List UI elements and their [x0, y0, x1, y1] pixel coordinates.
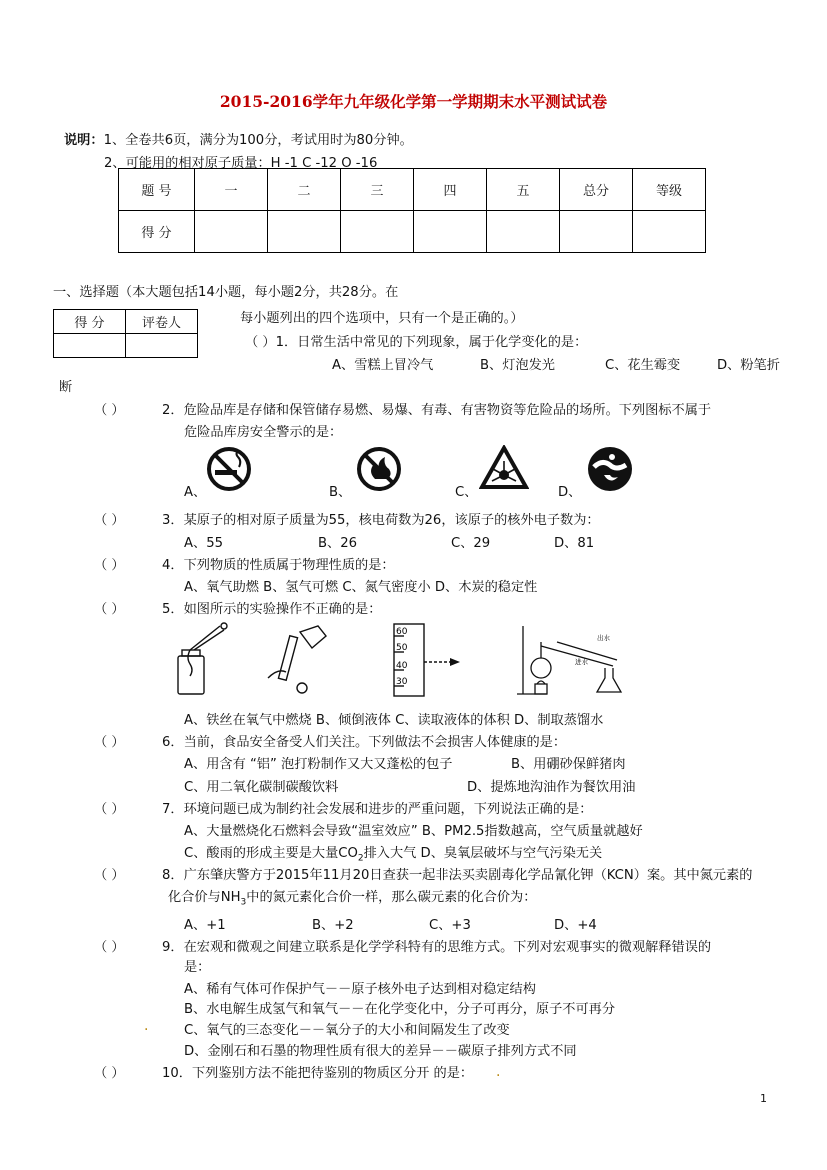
question-7-stem: 7．环境问题已成为制约社会发展和进步的严重问题，下列说法正确的是： — [162, 802, 593, 817]
score-cell — [633, 211, 706, 253]
score-header-cell: 等级 — [633, 169, 706, 211]
question-8-stem-cont — [168, 886, 536, 908]
q1-option-d: D、粉笔折 — [717, 358, 780, 373]
iron-wire-burning-illustration — [170, 622, 232, 698]
question-5-stem: 5．如图所示的实验操作不正确的是： — [162, 602, 382, 617]
q7-subscript: 2 — [357, 853, 364, 864]
exam-note-1 — [64, 129, 413, 148]
question-9-stem: 9．在宏观和微观之间建立联系是化学学科特有的思维方式。下列对宏观事实的微观解释错误的 — [162, 940, 712, 955]
q8-stem-text: 化合价与NH — [168, 890, 241, 905]
q3-option-a: A、55 — [184, 536, 223, 551]
question-3-stem: 3．某原子的相对原子质量为55，核电荷数为26，该原子的核外电子数为： — [162, 513, 600, 528]
no-smoking-icon — [205, 445, 253, 493]
q7-options-cd — [184, 842, 602, 864]
q2-answer-paren: （ ） — [94, 403, 125, 418]
question-8-stem: 8．广东肇庆警方于2015年11月20日查获一起非法买卖剧毒化学品氰化钾（KCN）案。其中氮元素的 — [162, 868, 753, 883]
score-header-cell: 一 — [195, 169, 268, 211]
q9-option-b: B、水电解生成氢气和氧气－－在化学变化中，分子可再分，原子不可再分 — [184, 1002, 616, 1017]
q3-option-d: D、81 — [554, 536, 595, 551]
score-table-header-row — [119, 169, 706, 211]
q1-option-d-cont: 断 — [59, 380, 73, 395]
pouring-liquid-illustration — [262, 622, 328, 698]
score-header-cell: 四 — [414, 169, 487, 211]
exam-note-2: 2、可能用的相对原子质量：H -1 C -12 O -16 — [104, 156, 378, 171]
score-header-cell: 二 — [268, 169, 341, 211]
grader-score-label: 得 分 — [54, 310, 126, 334]
q8-option-a: A、+1 — [184, 918, 226, 933]
q2-option-b: B、 — [329, 485, 352, 500]
q4-options: A、氧气助燃 B、氢气可燃 C、氮气密度小 D、木炭的稳定性 — [184, 580, 538, 595]
q6-answer-paren: （ ） — [94, 735, 125, 750]
question-1-stem: （ ）1．日常生活中常见的下列现象，属于化学变化的是： — [245, 335, 588, 350]
q6-option-c: C、用二氧化碳制碳酸饮料 — [184, 780, 339, 795]
grader-table — [53, 309, 198, 358]
q7-answer-paren: （ ） — [94, 802, 125, 817]
q8-option-b: B、+2 — [312, 918, 354, 933]
stray-dot: . — [496, 1064, 501, 1080]
q1-option-b: B、灯泡发光 — [480, 358, 555, 373]
grader-name-label: 评卷人 — [126, 310, 198, 334]
section-heading-cont: 每小题列出的四个选项中，只有一个是正确的。） — [240, 311, 524, 326]
q7-option-d-text: 排入大气 D、臭氧层破坏与空气污染无关 — [363, 846, 603, 861]
q8-answer-paren: （ ） — [94, 868, 125, 883]
q2-option-a: A、 — [184, 485, 207, 500]
score-row-label: 得 分 — [119, 211, 195, 253]
score-cell — [414, 211, 487, 253]
q3-option-b: B、26 — [318, 536, 358, 551]
question-10-stem: 10．下列鉴别方法不能把待鉴别的物质区分开 的是： — [162, 1066, 474, 1081]
q9-answer-paren: （ ） — [94, 940, 125, 955]
note-line-1: 1、全卷共6页，满分为100分，考试用时为80分钟。 — [103, 133, 413, 148]
q8-stem-text-end: 中的氮元素化合价一样，那么碳元素的化合价为： — [246, 890, 537, 905]
cylinder-tick-label: 40 — [396, 661, 408, 671]
q8-subscript: 3 — [240, 897, 247, 908]
question-2-stem-cont: 危险品库房安全警示的是： — [184, 425, 343, 440]
q8-option-c: C、+3 — [429, 918, 471, 933]
q9-option-d: D、金刚石和石墨的物理性质有很大的差异－－碳原子排列方式不同 — [184, 1044, 577, 1059]
q1-option-c: C、花生霉变 — [605, 358, 681, 373]
question-4-stem: 4．下列物质的性质属于物理性质的是： — [162, 558, 395, 573]
q9-option-c: C、氧气的三态变化－－氧分子的大小和间隔发生了改变 — [184, 1023, 510, 1038]
score-cell — [487, 211, 560, 253]
q6-option-d: D、提炼地沟油作为餐饮用油 — [467, 780, 636, 795]
q8-option-d: D、+4 — [554, 918, 597, 933]
condenser-outlet-label: 出水 — [597, 634, 610, 642]
score-cell — [560, 211, 633, 253]
question-6-stem: 6．当前，食品安全备受人们关注。下列做法不会损害人体健康的是： — [162, 735, 567, 750]
score-cell — [341, 211, 414, 253]
grader-name-cell — [126, 334, 198, 358]
q9-option-a: A、稀有气体可作保护气－－原子核外电子达到相对稳定结构 — [184, 982, 536, 997]
explosive-warning-icon — [479, 445, 529, 491]
distillation-apparatus-illustration — [517, 622, 633, 698]
cylinder-tick-label: 60 — [396, 627, 408, 637]
stray-dot: . — [144, 1018, 149, 1034]
q6-option-a: A、用含有 “铝” 泡打粉制作又大又蓬松的包子 — [184, 757, 453, 772]
section-heading: 一、选择题（本大题包括14小题，每小题2分，共28分。在 — [53, 285, 399, 300]
page-title: 2015-2016学年九年级化学第一学期期末水平测试试卷 — [219, 92, 608, 111]
no-fire-icon — [355, 445, 403, 493]
corrosive-icon — [586, 445, 634, 493]
score-header-cell: 题 号 — [119, 169, 195, 211]
note-label: 说明： — [64, 133, 104, 148]
q7-options-ab: A、大量燃烧化石燃料会导致“温室效应” B、PM2.5指数越高，空气质量就越好 — [184, 824, 643, 839]
q5-options: A、铁丝在氧气中燃烧 B、倾倒液体 C、读取液体的体积 D、制取蒸馏水 — [184, 713, 604, 728]
q2-option-d: D、 — [558, 485, 582, 500]
page-number: 1 — [760, 1092, 767, 1105]
q4-answer-paren: （ ） — [94, 558, 125, 573]
question-2-stem: 2．危险品库是存储和保管储存易燃、易爆、有毒、有害物资等危险品的场所。下列图标不属于 — [162, 403, 712, 418]
q3-answer-paren: （ ） — [94, 513, 125, 528]
score-table-score-row — [119, 211, 706, 253]
q2-option-c: C、 — [455, 485, 478, 500]
q1-option-a: A、雪糕上冒冷气 — [332, 358, 434, 373]
cylinder-tick-label: 30 — [396, 677, 408, 687]
q5-answer-paren: （ ） — [94, 602, 125, 617]
q6-option-b: B、用硼砂保鲜猪肉 — [511, 757, 626, 772]
grader-score-cell — [54, 334, 126, 358]
reading-cylinder-illustration — [388, 622, 468, 698]
cylinder-tick-label: 50 — [396, 643, 408, 653]
score-header-cell: 三 — [341, 169, 414, 211]
q7-option-c-text: C、酸雨的形成主要是大量CO — [184, 846, 358, 861]
score-header-cell: 总分 — [560, 169, 633, 211]
score-header-cell: 五 — [487, 169, 560, 211]
score-cell — [268, 211, 341, 253]
score-table — [118, 168, 706, 253]
score-cell — [195, 211, 268, 253]
condenser-inlet-label: 进水 — [575, 658, 588, 666]
q10-answer-paren: （ ） — [94, 1066, 125, 1081]
q3-option-c: C、29 — [451, 536, 491, 551]
question-9-stem-cont: 是： — [184, 960, 211, 975]
